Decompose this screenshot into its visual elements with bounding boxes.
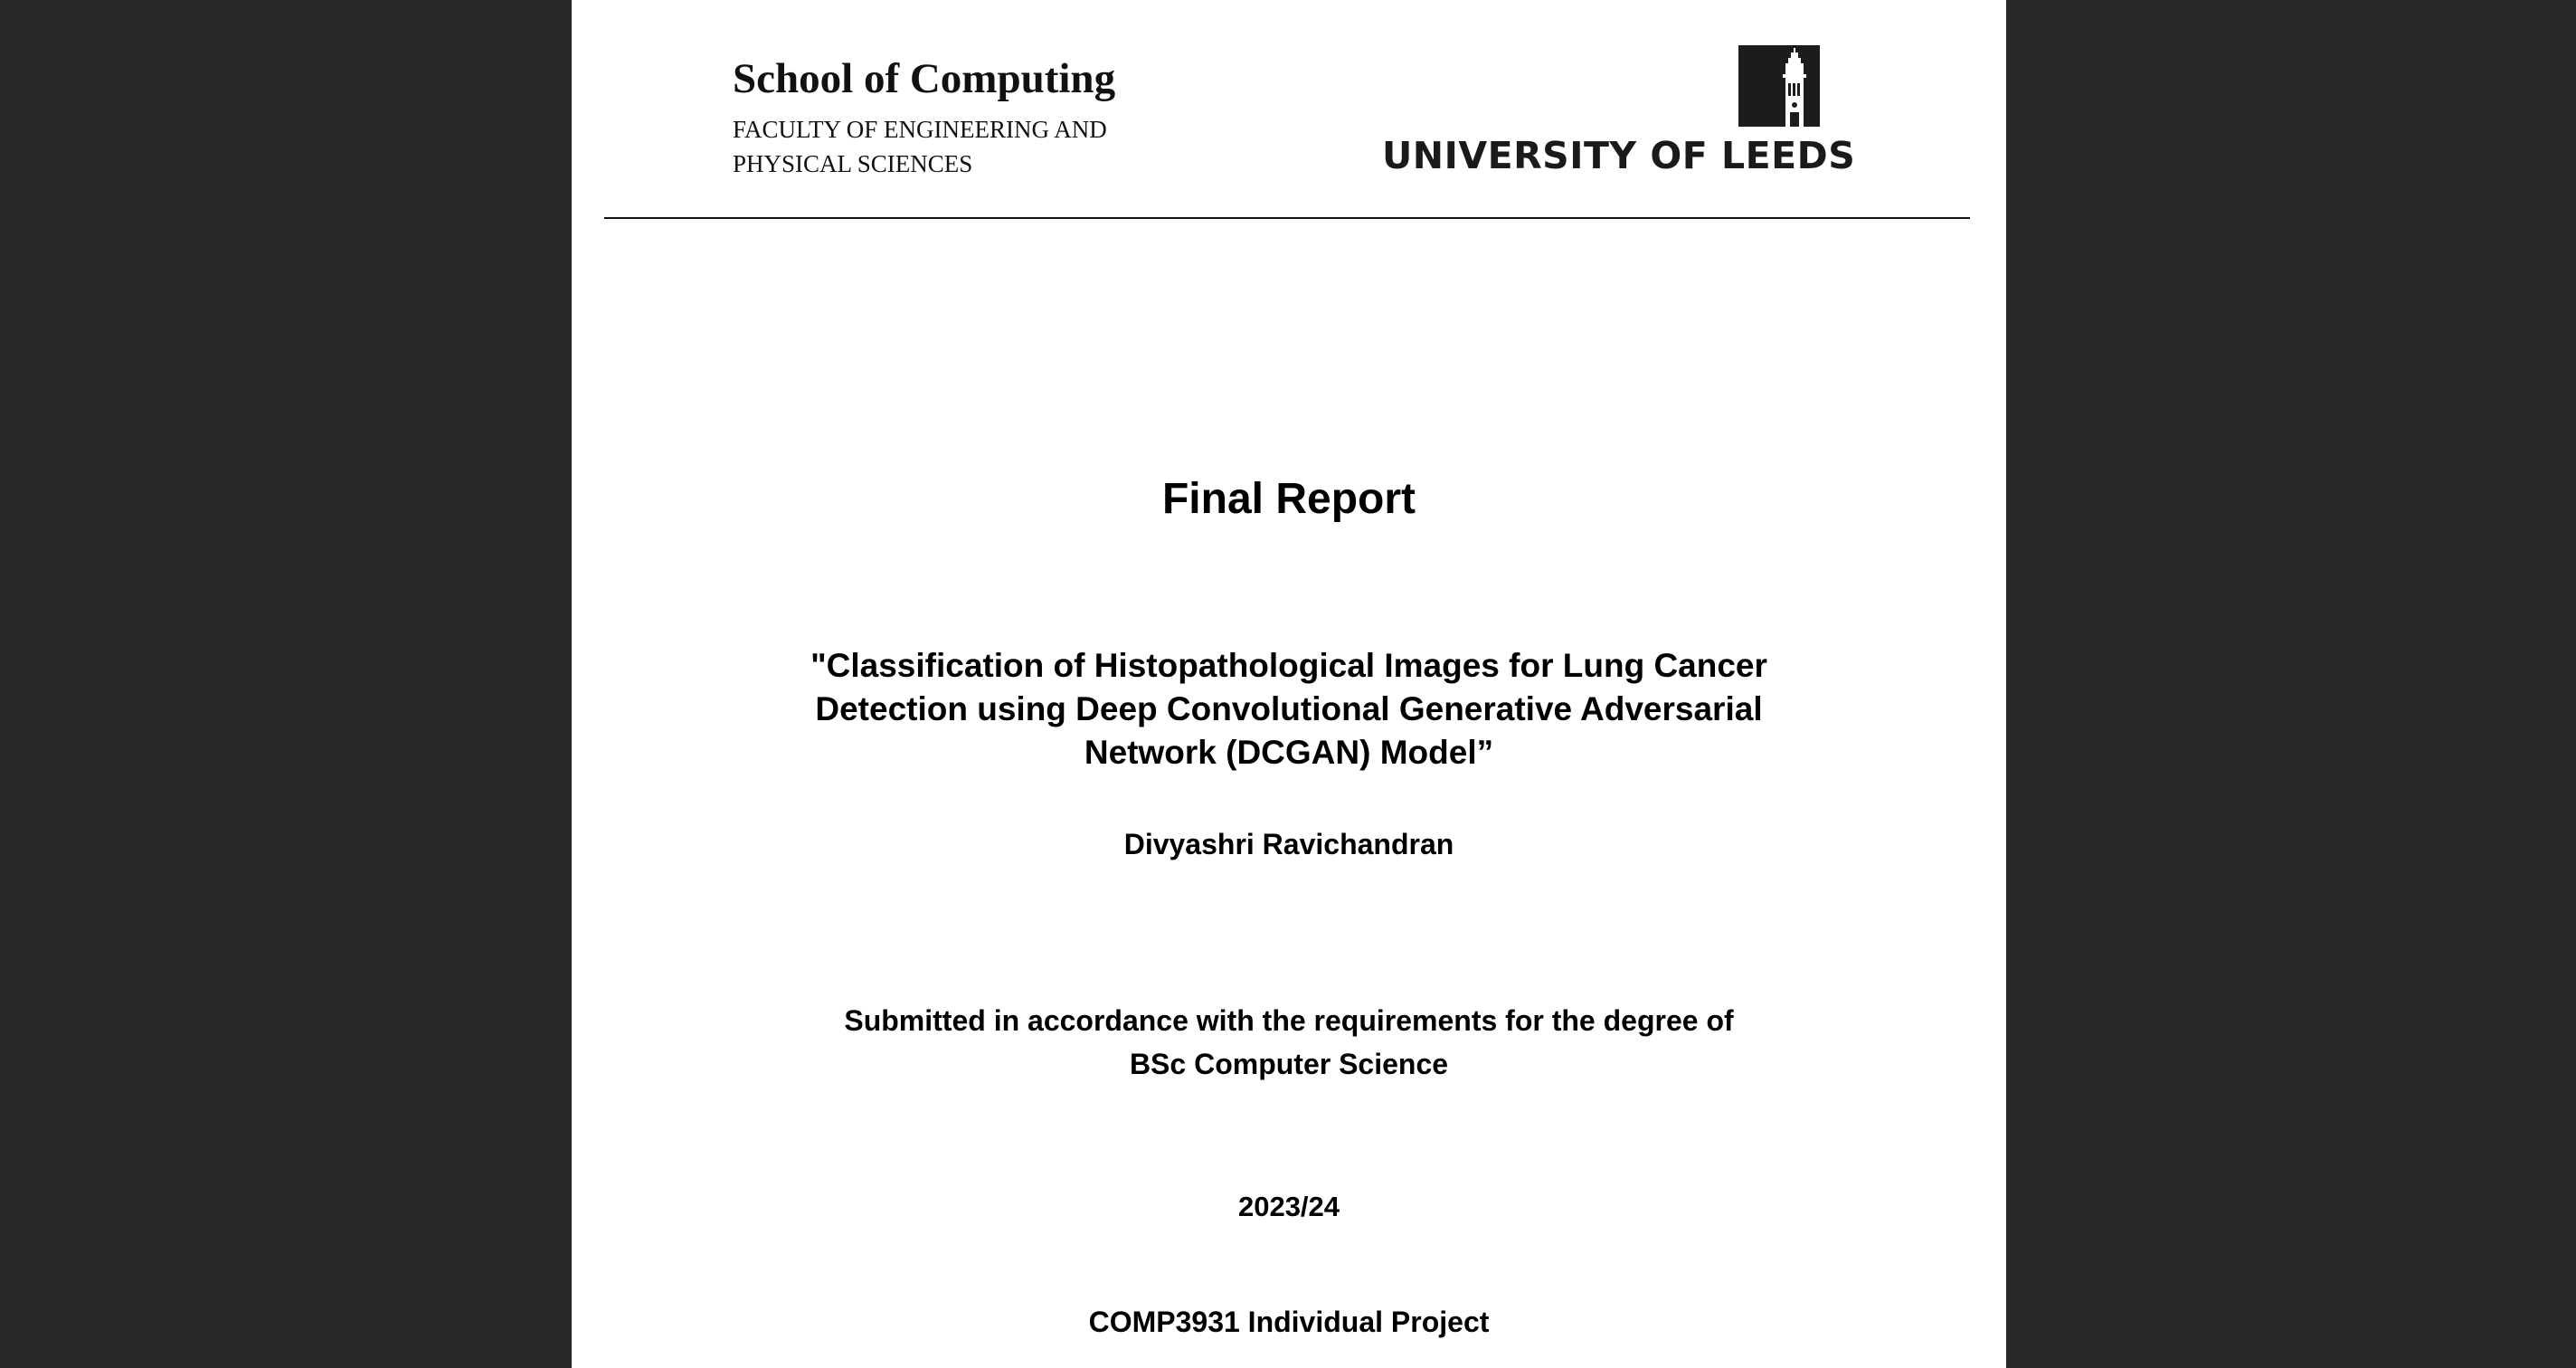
school-name: School of Computing xyxy=(733,55,1116,102)
header-divider xyxy=(604,217,1970,219)
project-title-line-2: Detection using Deep Convolutional Generative Adversarial xyxy=(815,690,1763,727)
submission-line-1: Submitted in accordance with the requirements for the degree of xyxy=(844,1004,1734,1037)
parkinson-tower-icon xyxy=(1738,45,1820,127)
degree-name: BSc Computer Science xyxy=(1129,1048,1449,1080)
faculty-line-1: FACULTY OF ENGINEERING AND xyxy=(733,116,1107,143)
project-title-line-1: "Classification of Histopathological Images for Lung Cancer xyxy=(810,647,1767,684)
academic-year: 2023/24 xyxy=(1237,1191,1340,1222)
university-name: UNIVERSITY OF LEEDS xyxy=(1382,134,1856,177)
author-name: Divyashri Ravichandran xyxy=(1123,828,1454,860)
school-header xyxy=(733,52,1239,181)
university-logo xyxy=(1382,45,1856,181)
project-title xyxy=(572,644,2006,774)
module-name: COMP3931 Individual Project xyxy=(1088,1306,1490,1338)
project-title-line-3: Network (DCGAN) Model” xyxy=(1084,734,1494,771)
faculty-name xyxy=(733,112,1239,181)
document-page xyxy=(572,0,2006,1368)
submission-statement xyxy=(572,999,2006,1086)
faculty-line-2: PHYSICAL SCIENCES xyxy=(733,150,973,177)
report-title: Final Report xyxy=(1161,475,1416,523)
